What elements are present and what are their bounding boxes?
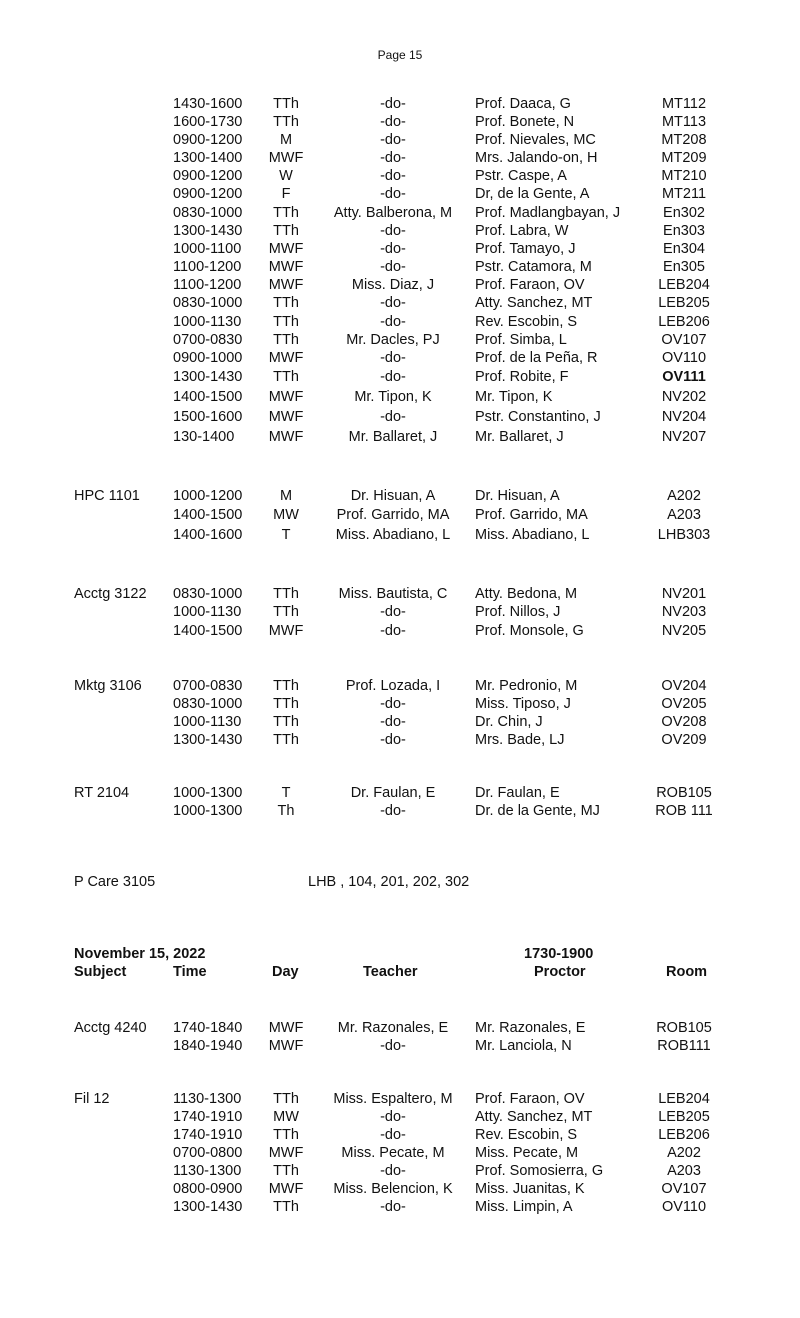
teacher-cell: -do- [380, 1127, 406, 1143]
table-row [0, 603, 800, 621]
header-day: Day [272, 964, 299, 980]
table-row [0, 113, 800, 131]
teacher-cell: -do- [380, 604, 406, 620]
room-cell: MT208 [661, 132, 707, 148]
time-cell: 1600-1730 [173, 114, 243, 130]
teacher-cell: Mr. Tipon, K [354, 389, 432, 405]
day-cell: MWF [268, 277, 304, 293]
time-cell: 1000-1130 [173, 714, 242, 730]
day-cell: MWF [268, 1181, 304, 1197]
time-cell: 1000-1300 [173, 785, 243, 801]
proctor-cell: Mr. Tipon, K [475, 389, 553, 405]
proctor-cell: Prof. Madlangbayan, J [475, 205, 621, 221]
day-cell: MWF [268, 1145, 304, 1161]
teacher-cell: -do- [380, 186, 406, 202]
day-cell: TTh [273, 295, 299, 311]
day-cell: TTh [273, 1091, 299, 1107]
header-subject: Subject [74, 964, 127, 980]
proctor-cell: Mr. Pedronio, M [475, 678, 578, 694]
table-row [0, 240, 800, 258]
room-cell: MT112 [661, 96, 707, 112]
time-cell: 0800-0900 [173, 1181, 243, 1197]
time-cell: 0700-0830 [173, 332, 243, 348]
section-date: November 15, 2022 [74, 946, 206, 962]
table-row [0, 506, 800, 524]
room-cell: NV204 [661, 409, 707, 425]
header-room: Room [666, 964, 708, 980]
day-cell: MWF [268, 150, 304, 166]
table-row [0, 331, 800, 349]
table-row [0, 1126, 800, 1144]
teacher-cell: -do- [380, 223, 406, 239]
table-row [0, 802, 800, 820]
day-cell: MWF [268, 259, 304, 275]
time-cell: 130-1400 [173, 429, 235, 445]
table-row [0, 204, 800, 222]
table-row [0, 1180, 800, 1198]
proctor-cell: Prof. Simba, L [475, 332, 567, 348]
day-cell: TTh [273, 314, 299, 330]
day-cell: TTh [273, 114, 299, 130]
proctor-cell: Prof. de la Peña, R [475, 350, 598, 366]
time-cell: 1840-1940 [173, 1038, 243, 1054]
room-cell: OV208 [661, 714, 707, 730]
day-cell: MWF [268, 389, 304, 405]
teacher-cell: Miss. Abadiano, L [335, 527, 451, 543]
subject-cell: Mktg 3106 [74, 678, 142, 694]
page-number: Page 15 [377, 48, 423, 62]
teacher-cell: -do- [380, 1038, 406, 1054]
time-cell: 0900-1000 [173, 350, 243, 366]
teacher-cell: Miss. Espaltero, M [333, 1091, 453, 1107]
room-cell: A202 [667, 1145, 701, 1161]
day-cell: W [279, 168, 293, 184]
time-cell: 1000-1100 [173, 241, 242, 257]
room-cell: LEB204 [658, 1091, 710, 1107]
time-cell: 1740-1910 [173, 1127, 243, 1143]
teacher-cell: -do- [380, 369, 406, 385]
proctor-cell: Miss. Abadiano, L [475, 527, 590, 543]
table-row [0, 695, 800, 713]
room-cell: OV205 [661, 696, 707, 712]
table-row [0, 1198, 800, 1216]
table-row [0, 1019, 800, 1037]
proctor-cell: Rev. Escobin, S [475, 314, 578, 330]
pcare-rooms: LHB , 104, 201, 202, 302 [308, 874, 470, 890]
time-cell: 1130-1300 [173, 1163, 242, 1179]
proctor-cell: Prof. Nievales, MC [475, 132, 596, 148]
table-row [0, 784, 800, 802]
table-row [0, 149, 800, 167]
teacher-cell: -do- [380, 409, 406, 425]
teacher-cell: -do- [380, 1199, 406, 1215]
teacher-cell: -do- [380, 241, 406, 257]
room-cell: A202 [667, 488, 701, 504]
table-row [0, 731, 800, 749]
time-cell: 1500-1600 [173, 409, 243, 425]
room-cell: A203 [667, 507, 701, 523]
room-cell: NV201 [661, 586, 707, 602]
proctor-cell: Dr. Chin, J [475, 714, 543, 730]
time-cell: 1740-1840 [173, 1020, 243, 1036]
room-cell: ROB 111 [655, 803, 713, 819]
teacher-cell: -do- [380, 114, 406, 130]
teacher-cell: Miss. Bautista, C [338, 586, 448, 602]
proctor-cell: Pstr. Caspe, A [475, 168, 567, 184]
time-cell: 0830-1000 [173, 205, 243, 221]
table-row [0, 526, 800, 544]
time-cell: 0900-1200 [173, 132, 243, 148]
teacher-cell: -do- [380, 1163, 406, 1179]
room-cell: OV107 [661, 1181, 707, 1197]
proctor-cell: Miss. Tiposo, J [475, 696, 571, 712]
time-cell: 1400-1500 [173, 623, 243, 639]
teacher-cell: Mr. Dacles, PJ [346, 332, 440, 348]
time-cell: 1740-1910 [173, 1109, 243, 1125]
day-cell: M [279, 132, 293, 148]
room-cell: NV202 [661, 389, 707, 405]
time-cell: 1400-1600 [173, 527, 243, 543]
table-row [0, 131, 800, 149]
room-cell: ROB105 [656, 1020, 712, 1036]
teacher-cell: Miss. Belencion, K [333, 1181, 453, 1197]
time-cell: 0900-1200 [173, 168, 243, 184]
subject-cell: HPC 1101 [74, 488, 140, 504]
room-cell: ROB111 [657, 1038, 711, 1054]
room-cell: LEB204 [658, 277, 710, 293]
day-cell: TTh [273, 205, 299, 221]
time-cell: 1130-1300 [173, 1091, 242, 1107]
proctor-cell: Prof. Nillos, J [475, 604, 561, 620]
proctor-cell: Atty. Sanchez, MT [475, 295, 593, 311]
teacher-cell: Miss. Diaz, J [351, 277, 435, 293]
teacher-cell: -do- [380, 314, 406, 330]
proctor-cell: Pstr. Constantino, J [475, 409, 601, 425]
subject-cell: Fil 12 [74, 1091, 110, 1107]
day-cell: MWF [268, 241, 304, 257]
day-cell: MWF [268, 1038, 304, 1054]
table-row [0, 1090, 800, 1108]
proctor-cell: Dr. de la Gente, MJ [475, 803, 600, 819]
table-row [0, 1144, 800, 1162]
room-cell: MT113 [661, 114, 707, 130]
room-cell: En302 [663, 205, 705, 221]
day-cell: TTh [273, 696, 299, 712]
header-teacher: Teacher [363, 964, 418, 980]
teacher-cell: -do- [380, 150, 406, 166]
time-cell: 1430-1600 [173, 96, 243, 112]
room-cell: MT209 [661, 150, 707, 166]
day-cell: TTh [273, 1199, 299, 1215]
room-cell: LEB206 [658, 1127, 710, 1143]
day-cell: T [281, 527, 291, 543]
table-row [0, 428, 800, 446]
day-cell: TTh [273, 369, 299, 385]
proctor-cell: Mrs. Bade, LJ [475, 732, 565, 748]
day-cell: TTh [273, 732, 299, 748]
teacher-cell: Prof. Garrido, MA [336, 507, 450, 523]
subject-cell: Acctg 3122 [74, 586, 147, 602]
day-cell: TTh [273, 1163, 299, 1179]
proctor-cell: Miss. Limpin, A [475, 1199, 573, 1215]
day-cell: MWF [268, 623, 304, 639]
table-row [0, 408, 800, 426]
table-row [0, 276, 800, 294]
day-cell: M [279, 488, 293, 504]
proctor-cell: Prof. Somosierra, G [475, 1163, 604, 1179]
teacher-cell: Dr. Hisuan, A [350, 488, 436, 504]
table-row [0, 258, 800, 276]
time-cell: 1000-1130 [173, 314, 242, 330]
teacher-cell: -do- [380, 732, 406, 748]
proctor-cell: Prof. Labra, W [475, 223, 569, 239]
pcare-subject: P Care 3105 [74, 874, 156, 890]
proctor-cell: Pstr. Catamora, M [475, 259, 592, 275]
proctor-cell: Dr. Faulan, E [475, 785, 560, 801]
room-cell: LEB206 [658, 314, 710, 330]
time-cell: 1300-1430 [173, 732, 243, 748]
time-cell: 0700-0830 [173, 678, 243, 694]
time-cell: 0900-1200 [173, 186, 243, 202]
time-cell: 1300-1430 [173, 369, 243, 385]
table-row [0, 294, 800, 312]
room-cell: NV205 [661, 623, 707, 639]
proctor-cell: Mr. Razonales, E [475, 1020, 586, 1036]
teacher-cell: -do- [380, 132, 406, 148]
day-cell: MW [273, 507, 299, 523]
room-cell: OV107 [661, 332, 707, 348]
section-time-slot: 1730-1900 [524, 946, 594, 962]
room-cell: OV110 [661, 350, 707, 366]
table-row [0, 388, 800, 406]
teacher-cell: Atty. Balberona, M [333, 205, 453, 221]
time-cell: 1000-1300 [173, 803, 243, 819]
day-cell: TTh [273, 1127, 299, 1143]
proctor-cell: Miss. Juanitas, K [475, 1181, 585, 1197]
teacher-cell: Mr. Razonales, E [337, 1020, 449, 1036]
table-row [0, 622, 800, 640]
time-cell: 0830-1000 [173, 586, 243, 602]
day-cell: TTh [273, 604, 299, 620]
day-cell: Th [277, 803, 295, 819]
subject-cell: Acctg 4240 [74, 1020, 147, 1036]
time-cell: 1100-1200 [173, 277, 242, 293]
teacher-cell: -do- [380, 714, 406, 730]
teacher-cell: -do- [380, 168, 406, 184]
table-row [0, 313, 800, 331]
proctor-cell: Prof. Faraon, OV [475, 277, 585, 293]
proctor-cell: Mr. Ballaret, J [475, 429, 564, 445]
day-cell: MW [273, 1109, 299, 1125]
room-cell: LHB303 [657, 527, 711, 543]
room-cell: En304 [663, 241, 705, 257]
day-cell: F [281, 186, 291, 202]
proctor-cell: Miss. Pecate, M [475, 1145, 579, 1161]
room-cell: LEB205 [658, 1109, 710, 1125]
room-cell: A203 [667, 1163, 701, 1179]
time-cell: 1400-1500 [173, 507, 243, 523]
table-row [0, 1037, 800, 1055]
teacher-cell: -do- [380, 350, 406, 366]
time-cell: 1300-1430 [173, 223, 243, 239]
time-cell: 1100-1200 [173, 259, 242, 275]
proctor-cell: Prof. Tamayo, J [475, 241, 576, 257]
table-row [0, 95, 800, 113]
proctor-cell: Prof. Daaca, G [475, 96, 571, 112]
time-cell: 1000-1130 [173, 604, 242, 620]
day-cell: TTh [273, 586, 299, 602]
teacher-cell: -do- [380, 295, 406, 311]
time-cell: 1000-1200 [173, 488, 243, 504]
time-cell: 1400-1500 [173, 389, 243, 405]
table-row [0, 368, 800, 386]
day-cell: TTh [273, 332, 299, 348]
teacher-cell: -do- [380, 259, 406, 275]
proctor-cell: Atty. Bedona, M [475, 586, 578, 602]
header-time: Time [173, 964, 207, 980]
day-cell: TTh [273, 678, 299, 694]
proctor-cell: Mrs. Jalando-on, H [475, 150, 598, 166]
table-row [0, 167, 800, 185]
proctor-cell: Prof. Garrido, MA [475, 507, 588, 523]
table-row [0, 713, 800, 731]
room-cell: OV209 [661, 732, 707, 748]
room-cell: OV110 [661, 1199, 707, 1215]
proctor-cell: Prof. Faraon, OV [475, 1091, 585, 1107]
teacher-cell: -do- [380, 1109, 406, 1125]
table-row [0, 222, 800, 240]
proctor-cell: Mr. Lanciola, N [475, 1038, 572, 1054]
table-row [0, 185, 800, 203]
day-cell: TTh [273, 96, 299, 112]
day-cell: MWF [268, 409, 304, 425]
table-row [0, 677, 800, 695]
day-cell: TTh [273, 714, 299, 730]
day-cell: T [281, 785, 291, 801]
room-cell: MT211 [661, 186, 707, 202]
teacher-cell: -do- [380, 696, 406, 712]
room-cell: ROB105 [656, 785, 712, 801]
time-cell: 0700-0800 [173, 1145, 243, 1161]
time-cell: 1300-1400 [173, 150, 243, 166]
teacher-cell: Dr. Faulan, E [350, 785, 436, 801]
room-cell: En303 [663, 223, 705, 239]
time-cell: 0830-1000 [173, 696, 243, 712]
table-row [0, 585, 800, 603]
teacher-cell: -do- [380, 803, 406, 819]
day-cell: TTh [273, 223, 299, 239]
proctor-cell: Dr, de la Gente, A [475, 186, 590, 202]
room-cell: OV111 [662, 369, 706, 385]
teacher-cell: -do- [380, 96, 406, 112]
teacher-cell: -do- [380, 623, 406, 639]
room-cell: NV203 [661, 604, 707, 620]
room-cell: LEB205 [658, 295, 710, 311]
room-cell: MT210 [661, 168, 707, 184]
proctor-cell: Atty. Sanchez, MT [475, 1109, 593, 1125]
day-cell: MWF [268, 429, 304, 445]
room-cell: NV207 [661, 429, 707, 445]
subject-cell: RT 2104 [74, 785, 130, 801]
proctor-cell: Rev. Escobin, S [475, 1127, 578, 1143]
room-cell: OV204 [661, 678, 707, 694]
day-cell: MWF [268, 1020, 304, 1036]
time-cell: 0830-1000 [173, 295, 243, 311]
header-proctor: Proctor [534, 964, 586, 980]
teacher-cell: Mr. Ballaret, J [348, 429, 438, 445]
proctor-cell: Prof. Bonete, N [475, 114, 575, 130]
proctor-cell: Dr. Hisuan, A [475, 488, 560, 504]
room-cell: En305 [663, 259, 705, 275]
table-row [0, 1162, 800, 1180]
teacher-cell: Miss. Pecate, M [341, 1145, 445, 1161]
table-row [0, 349, 800, 367]
day-cell: MWF [268, 350, 304, 366]
proctor-cell: Prof. Robite, F [475, 369, 569, 385]
table-row [0, 487, 800, 505]
proctor-cell: Prof. Monsole, G [475, 623, 584, 639]
teacher-cell: Prof. Lozada, I [345, 678, 441, 694]
table-row [0, 1108, 800, 1126]
time-cell: 1300-1430 [173, 1199, 243, 1215]
